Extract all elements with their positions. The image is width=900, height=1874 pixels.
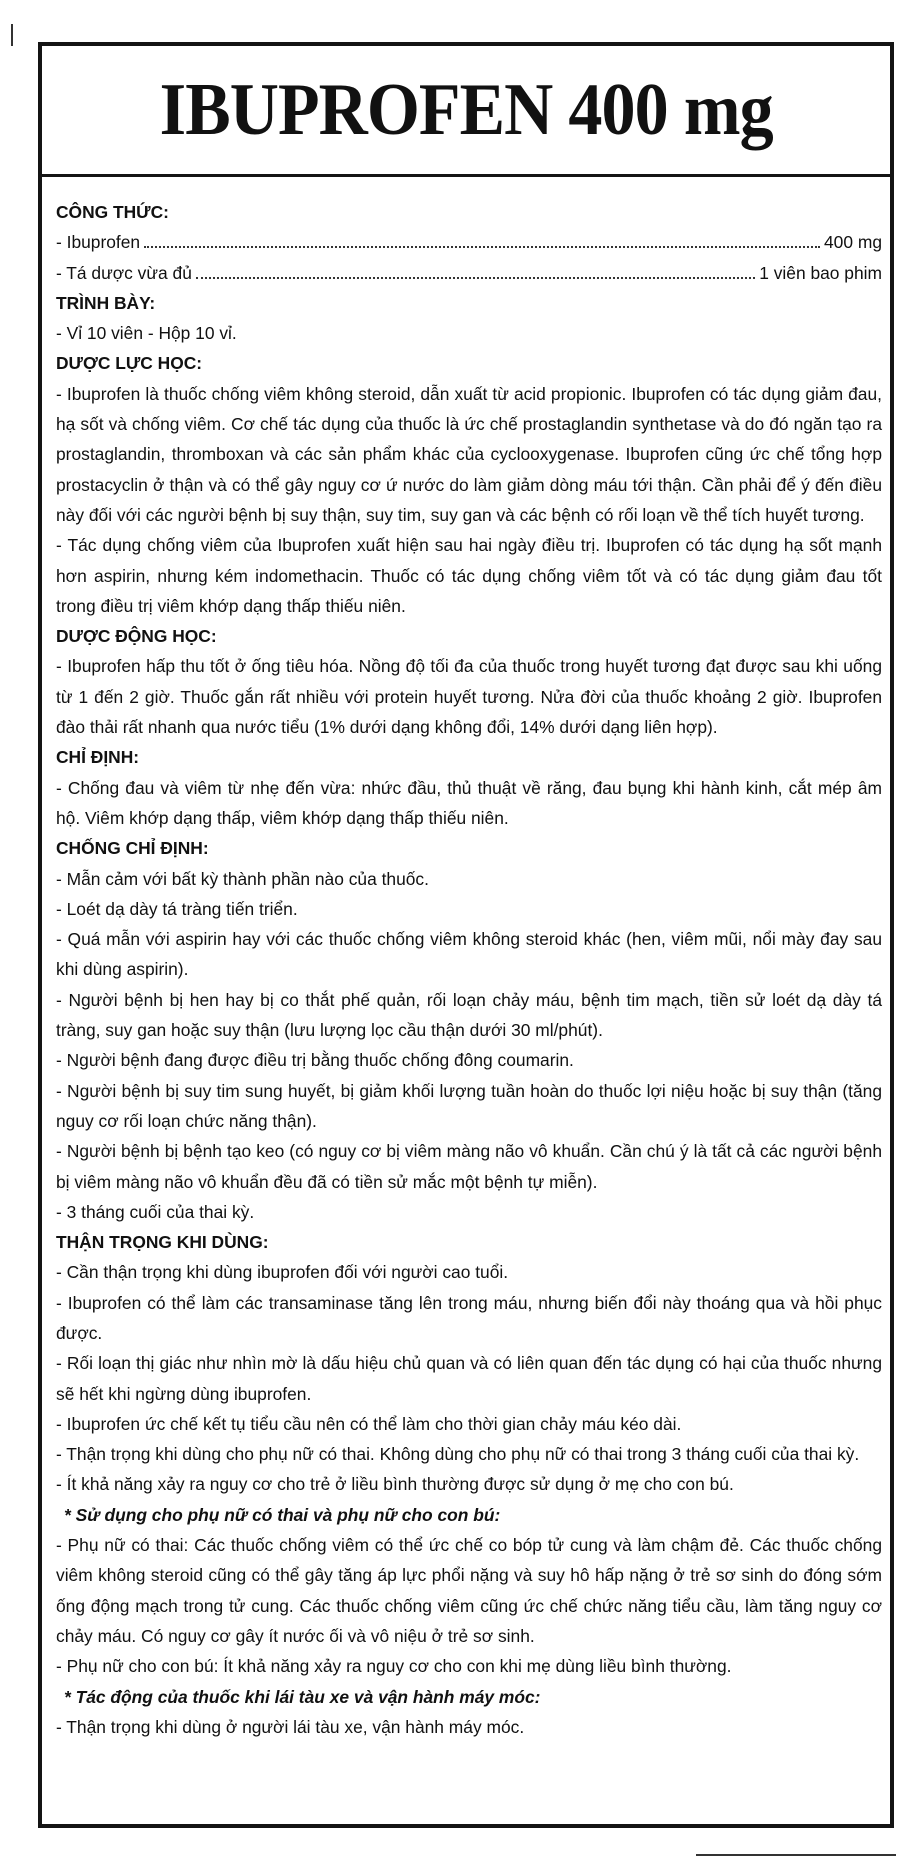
formula-label: - Ibuprofen [56, 232, 141, 253]
dot-leader [144, 246, 820, 248]
list-item: - Mẫn cảm với bất kỳ thành phần nào của thuốc. [56, 868, 429, 889]
paragraph: - Phụ nữ có thai: Các thuốc chống viêm có thể ức chế co bóp tử cung và làm chậm đẻ. Các thuốc chống viêm không steroid cũng có thể gây tăng áp lực phổi nặng và suy hô hấp nặng ở trẻ sơ sinh do đóng sớm ống động mạch trong tử cung. Các thuốc chống viêm cũng ức chế chức năng tiểu cầu, làm tăng nguy cơ chảy máu. Có nguy cơ gây ít nước ối và vô niệu ở trẻ sơ sinh. [56, 1535, 882, 1646]
document-title: IBUPROFEN 400 mg [159, 68, 773, 151]
formula-amount: 1 viên bao phim [759, 262, 882, 283]
formula-row [56, 258, 882, 288]
paragraph: - Ibuprofen hấp thu tốt ở ống tiêu hóa. Nồng độ tối đa của thuốc trong huyết tương đạt được sau khi uống từ 1 đến 2 giờ. Thuốc gắn rất nhiều với protein huyết tương. Nửa đời của thuốc khoảng 2 giờ. Ibuprofen đào thải rất nhanh qua nước tiểu (1% dưới dạng không đổi, 14% dưới dạng liên hợp). [56, 656, 882, 738]
list-item: - Rối loạn thị giác như nhìn mờ là dấu hiệu chủ quan và có liên quan đến tác dụng có hại của thuốc nhưng sẽ hết khi ngừng dùng ibuprofen. [56, 1353, 882, 1404]
paragraph: - Chống đau và viêm từ nhẹ đến vừa: nhức đầu, thủ thuật về răng, đau bụng khi hành kinh, cắt mép âm hộ. Viêm khớp dạng thấp, viêm khớp dạng thấp thiếu niên. [56, 777, 882, 828]
list-item: - Người bệnh bị hen hay bị co thắt phế quản, rối loạn chảy máu, bệnh tim mạch, tiền sử loét dạ dày tá tràng, suy gan hoặc suy thận (lưu lượng lọc cầu thận dưới 30 ml/phút). [56, 989, 882, 1041]
list-item: - 3 tháng cuối của thai kỳ. [56, 1201, 255, 1222]
heading-than-trong: THẬN TRỌNG KHI DÙNG: [56, 1232, 269, 1253]
paragraph: - Phụ nữ cho con bú: Ít khả năng xảy ra nguy cơ cho con khi mẹ dùng liều bình thường. [56, 1656, 732, 1677]
dot-leader [196, 277, 755, 279]
paragraph: - Vỉ 10 viên - Hộp 10 vỉ. [56, 323, 237, 344]
heading-driving-note: * Tác động của thuốc khi lái tàu xe và vận hành máy móc: [64, 1686, 541, 1707]
formula-amount: 400 mg [823, 232, 882, 253]
list-item: - Loét dạ dày tá tràng tiến triển. [56, 898, 298, 919]
heading-trinh-bay: TRÌNH BÀY: [56, 292, 156, 313]
title-box [42, 46, 890, 177]
list-item: - Ibuprofen có thể làm các transaminase tăng lên trong máu, nhưng biến đổi này thoáng qua và hồi phục được. [56, 1292, 882, 1343]
list-item: - Người bệnh bị suy tim sung huyết, bị giảm khối lượng tuần hoàn do thuốc lợi niệu hoặc bị suy thận (tăng nguy cơ rối loạn chức năng thận). [56, 1080, 882, 1131]
bottom-rule [696, 1854, 896, 1856]
heading-duoc-luc-hoc: DƯỢC LỰC HỌC: [56, 353, 203, 374]
paragraph: - Ibuprofen là thuốc chống viêm không steroid, dẫn xuất từ acid propionic. Ibuprofen có tác dụng giảm đau, hạ sốt và chống viêm. Cơ chế tác dụng của thuốc là ức chế prostaglandin synthetase và do đó ngăn tạo ra prostaglandin, thromboxan và các sản phẩm khác của cyclooxygenase. Ibuprofen cũng ức chế tổng hợp prostacyclin ở thận và có thể gây nguy cơ ứ nước do làm giảm dòng máu tới thận. Cần phải để ý đến điều này đối với các người bệnh bị suy thận, suy tim, suy gan và các bệnh có rối loạn về thể tích huyết tương. [56, 383, 882, 525]
list-item: - Người bệnh bị bệnh tạo keo (có nguy cơ bị viêm màng não vô khuẩn. Cần chú ý là tất cả các người bệnh bị viêm màng não vô khuẩn đều đã có tiền sử mắc một bệnh tự miễn). [56, 1141, 882, 1192]
list-item: - Thận trọng khi dùng cho phụ nữ có thai. Không dùng cho phụ nữ có thai trong 3 tháng cuối của thai kỳ. [56, 1444, 860, 1465]
heading-chi-dinh: CHỈ ĐỊNH: [56, 747, 140, 768]
list-item: - Quá mẫn với aspirin hay với các thuốc chống viêm không steroid khác (hen, viêm mũi, nổi mày đay sau khi dùng aspirin). [56, 929, 882, 980]
paragraph: - Tác dụng chống viêm của Ibuprofen xuất hiện sau hai ngày điều trị. Ibuprofen có tác dụng hạ sốt mạnh hơn aspirin, nhưng kém indomethacin. Thuốc có tác dụng chống viêm tốt và có tác dụng giảm đau tốt trong điều trị viêm khớp dạng thấp thiếu niên. [56, 535, 882, 616]
list-item: - Cần thận trọng khi dùng ibuprofen đối với người cao tuổi. [56, 1262, 509, 1283]
heading-pregnancy-note: * Sử dụng cho phụ nữ có thai và phụ nữ cho con bú: [64, 1504, 501, 1525]
list-item: - Ít khả năng xảy ra nguy cơ cho trẻ ở liều bình thường được sử dụng ở mẹ cho con bú. [56, 1474, 734, 1495]
list-item: - Ibuprofen ức chế kết tụ tiểu cầu nên có thể làm cho thời gian chảy máu kéo dài. [56, 1413, 682, 1434]
formula-row [56, 227, 882, 257]
leaflet-frame [38, 42, 894, 1828]
paragraph: - Thận trọng khi dùng ở người lái tàu xe, vận hành máy móc. [56, 1716, 525, 1737]
list-item: - Người bệnh đang được điều trị bằng thuốc chống đông coumarin. [56, 1050, 574, 1071]
heading-chong-chi-dinh: CHỐNG CHỈ ĐỊNH: [56, 838, 209, 859]
edge-mark [11, 24, 13, 46]
formula-label: - Tá dược vừa đủ [56, 262, 192, 283]
heading-duoc-dong-hoc: DƯỢC ĐỘNG HỌC: [56, 626, 217, 647]
leaflet-content [42, 177, 890, 1742]
heading-cong-thuc: CÔNG THỨC: [56, 202, 169, 222]
